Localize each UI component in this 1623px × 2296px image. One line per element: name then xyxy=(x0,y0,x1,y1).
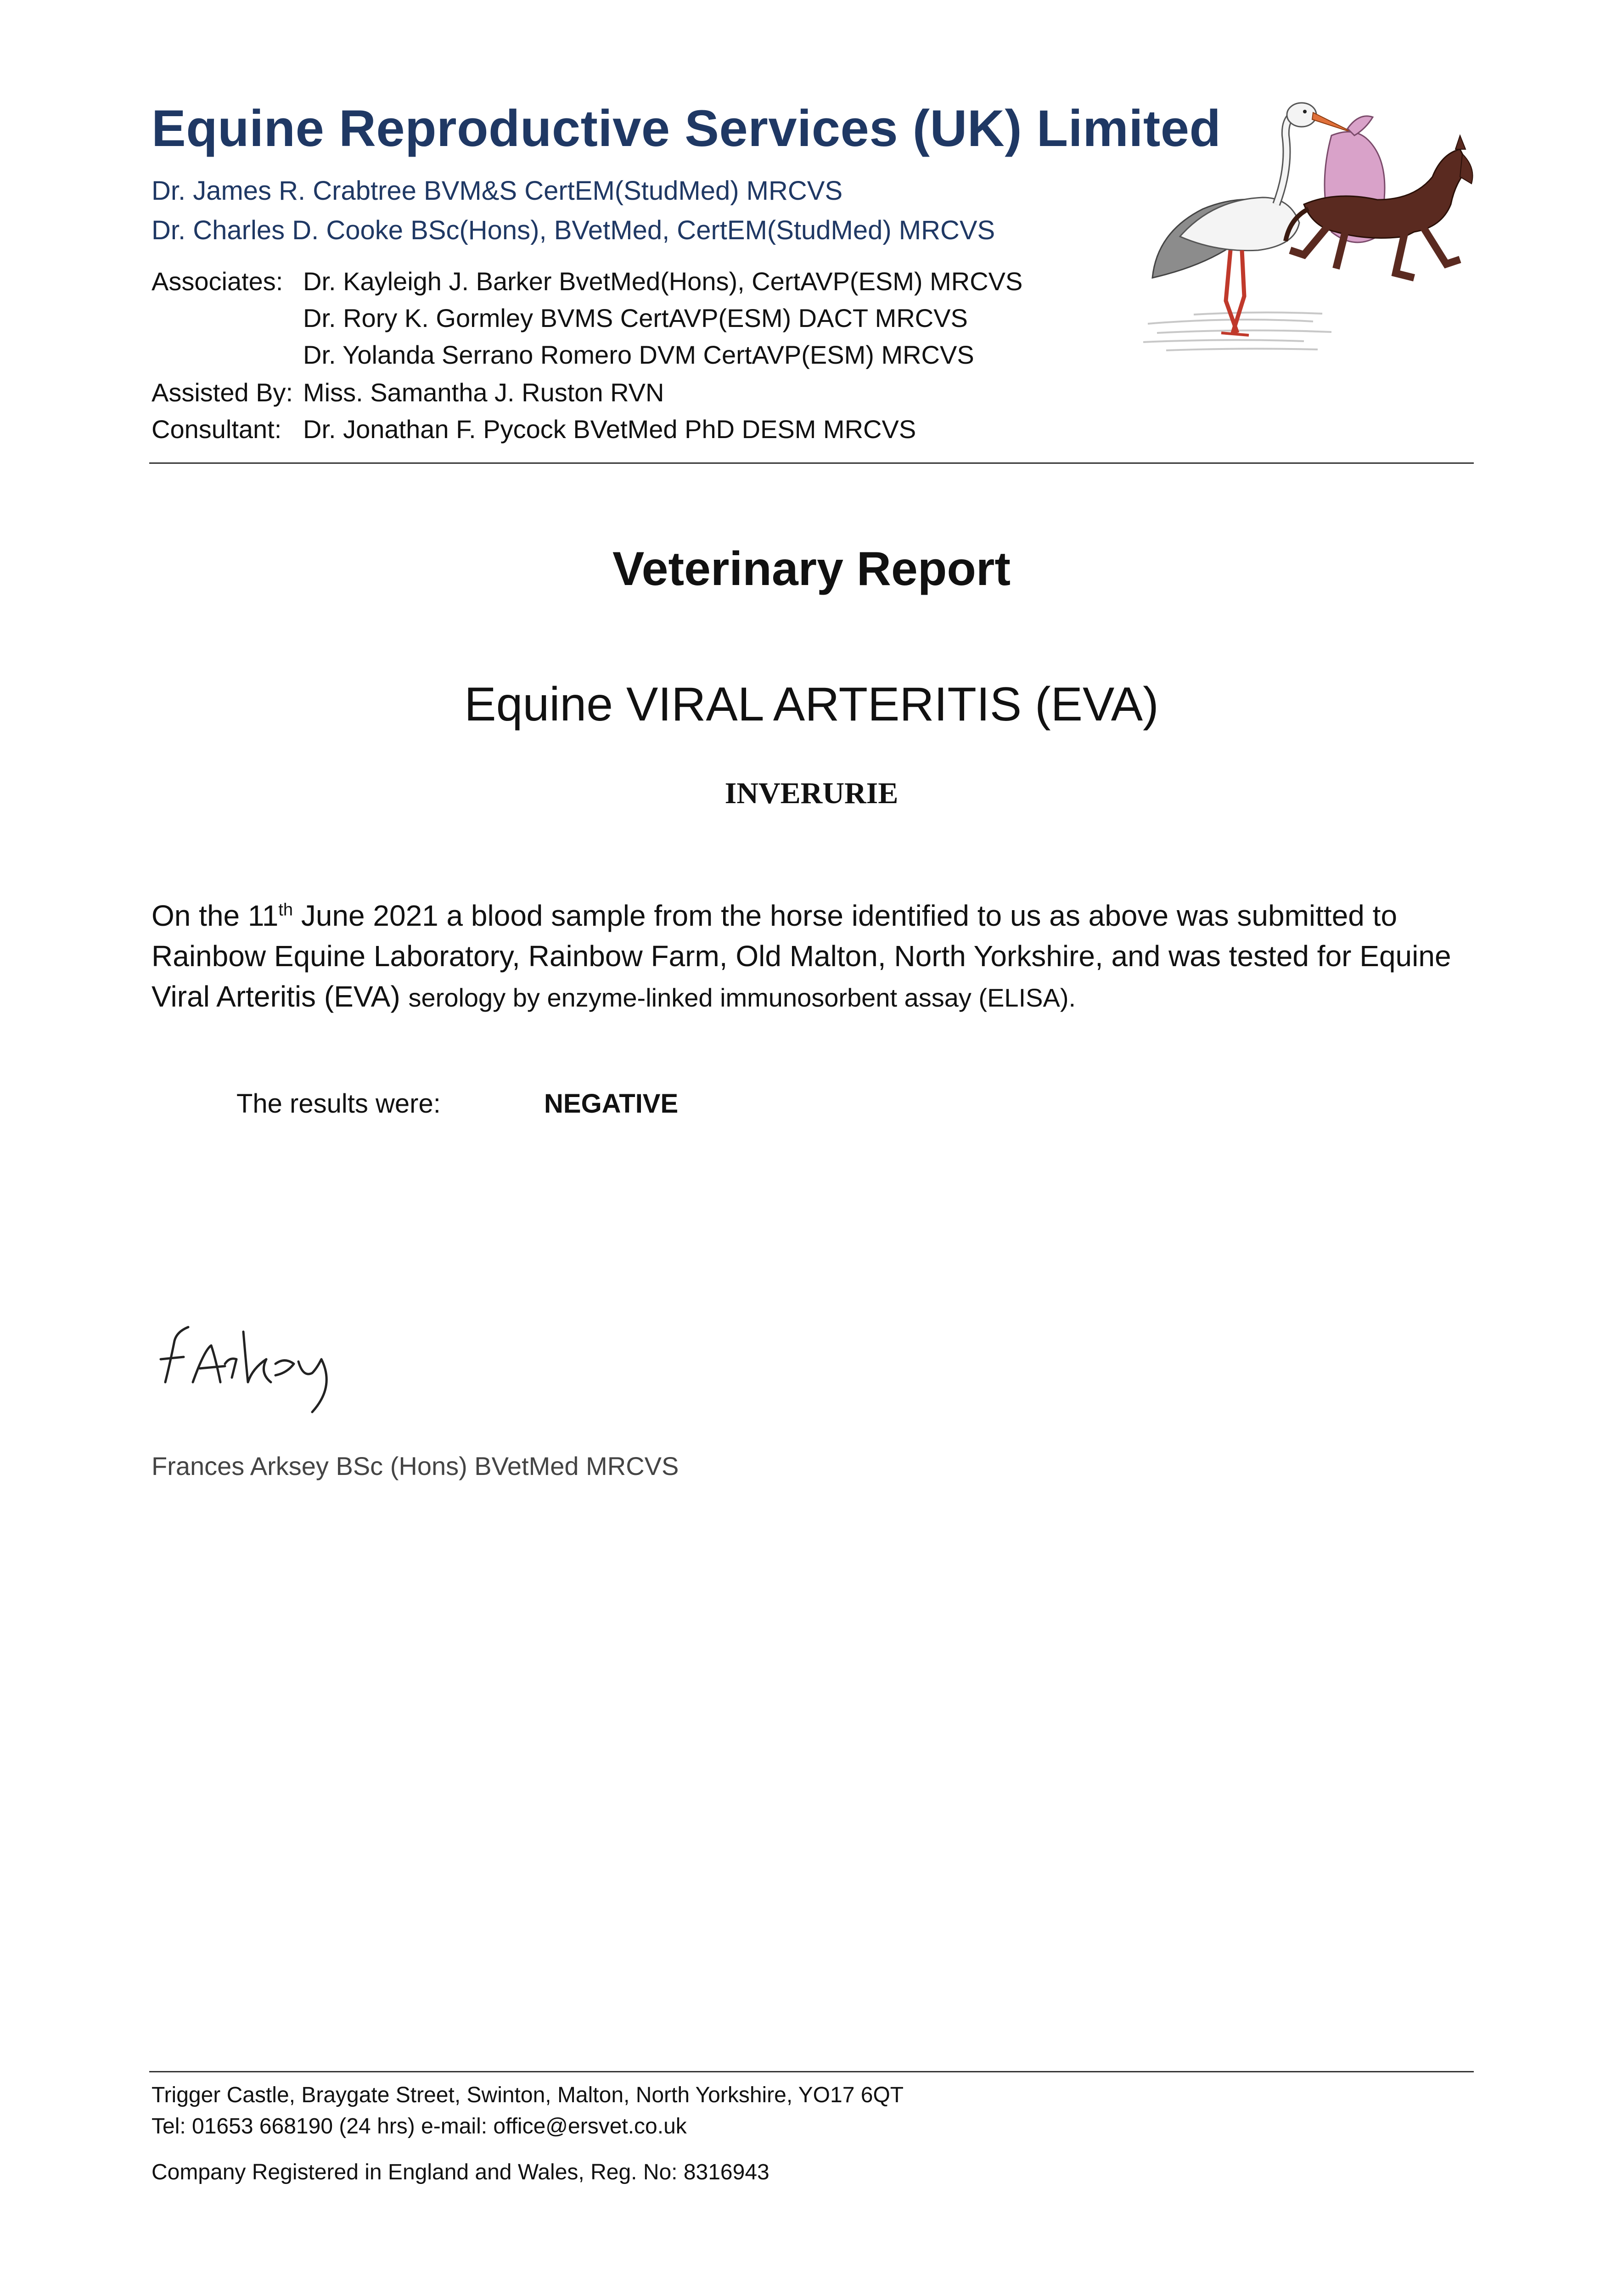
associates-label: Associates: xyxy=(152,267,283,296)
partner-cooke: Dr. Charles D. Cooke BSc(Hons), BVetMed, CertEM(StudMed) MRCVS xyxy=(152,215,995,245)
associate-serrano-romero: Dr. Yolanda Serrano Romero DVM CertAVP(ESM) MRCVS xyxy=(303,340,974,369)
paragraph-main: June 2021 a blood sample from the horse identified to us as above was submitted to Rainbow Equine Laboratory, Rainbow Farm, Old Malton, North Yorkshire, and was tested for Equine Viral Arteritis (EVA) xyxy=(152,899,1451,1013)
partner-crabtree: Dr. James R. Crabtree BVM&S CertEM(StudMed) MRCVS xyxy=(152,176,843,206)
stork-carrying-foal-logo xyxy=(1139,85,1478,356)
signatory-name: Frances Arksey BSc (Hons) BVetMed MRCVS xyxy=(152,1452,679,1480)
report-paragraph xyxy=(152,895,1474,1018)
associate-gormley: Dr. Rory K. Gormley BVMS CertAVP(ESM) DACT MRCVS xyxy=(303,304,968,332)
footer-registration: Company Registered in England and Wales, Reg. No: 8316943 xyxy=(152,2160,769,2184)
report-title: Veterinary Report xyxy=(612,542,1011,596)
consultant-label: Consultant: xyxy=(152,415,282,444)
results-label: The results were: xyxy=(236,1089,441,1119)
associate-barker: Dr. Kayleigh J. Barker BvetMed(Hons), CertAVP(ESM) MRCVS xyxy=(303,267,1023,296)
paragraph-ordinal: th xyxy=(278,900,293,920)
paragraph-method: serology by enzyme-linked immunosorbent assay (ELISA). xyxy=(408,983,1076,1012)
company-name: Equine Reproductive Services (UK) Limited xyxy=(152,100,1221,157)
header-divider xyxy=(149,462,1474,464)
assisted-by-name: Miss. Samantha J. Ruston RVN xyxy=(303,378,664,407)
consultant-name: Dr. Jonathan F. Pycock BVetMed PhD DESM MRCVS xyxy=(303,415,916,444)
footer-divider xyxy=(149,2071,1474,2072)
paragraph-intro: On the 11 xyxy=(152,899,279,932)
report-subtitle: Equine VIRAL ARTERITIS (EVA) xyxy=(464,678,1159,731)
footer-address: Trigger Castle, Braygate Street, Swinton, Malton, North Yorkshire, YO17 6QT xyxy=(152,2083,904,2107)
signature xyxy=(156,1313,367,1419)
footer-contact: Tel: 01653 668190 (24 hrs) e-mail: office@ersvet.co.uk xyxy=(152,2114,687,2138)
results-value: NEGATIVE xyxy=(544,1089,679,1119)
horse-name: INVERURIE xyxy=(724,777,899,810)
assisted-by-label: Assisted By: xyxy=(152,378,293,407)
